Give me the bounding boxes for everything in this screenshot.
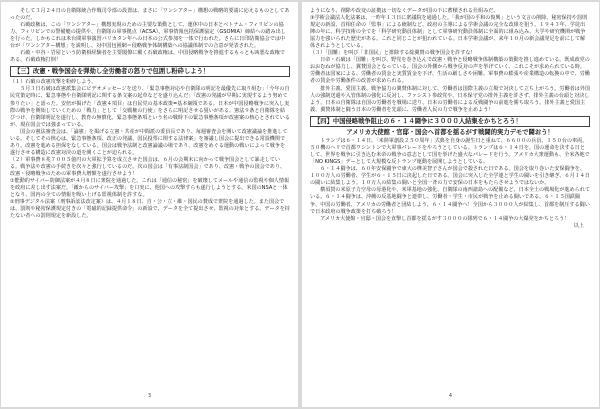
paragraph: ようになり、削除や改変の証拠は一切なくデータが国の下に蓄積される仕組みだ。 [310,8,499,14]
paragraph: 石破・中谷・岩屋という防衛相経験者を主要閣僚に戴く石破政権は、中国侵略戦争を推進するもっとも凶悪な政権である。石破政権打倒！ [10,50,285,64]
paragraph: 排外主義、愛国主義、戦争協力の翼賛体制に対して、労働者は国際主義の立場で対決して立ち上がろう。労働者は外国人の強制送還や入管体制の強化に反対し、ファシスト参政党や、日本保守党の排外主義を許さず、排外主義の台頭と対決しよう。日本の自衛隊は自国の労働者を戦場に送り、日本の労働者による反戦闘争の前進を勝ち取ろう。排外主義と愛国主義、翼賛体制と闘う日本の労働者を先頭に、労働者人民の力で戦争を止めよう！ [310,85,590,113]
end-mark: 以上 [573,222,584,229]
paragraph: ６・１４闘争は、６０年安保闘争で東大の樺美智子さんが国会で殺された日である。国会を取り巻いた安保闘争を、１００万人の労働者、学生が６・１５日に決起した日である。国会に突入した全学連と学生の闘いを引き継ぎ、６月１４日の闘いに結集しよう。１０万人の結集の闘いと全国一斉の力で安保の日本をもたらさせようではないか。 [310,166,590,187]
paragraph: ５月３日石破は改憲派集会にビデオメッセージを送り、「緊急事態対応や自衛隊の明記を最優先に取り組む」「今年の自民党策定時に、緊急事態や自衛隊明記に関する条文案の起草などを盛り込んだ」「改憲の発議が早期に実現するよう努めて参りたい」と語った。安倍が掲げた「改憲４項目」は自民党の基本政策=基本綱領である。日本が中国侵略戦争に突入し実際の戦争を開始していくための「戦力」として「交戦権の行使」をさらに明記させる狙いがある。憲法９条と自衛隊を結びつけ、自衛隊明記を遂行し、教育の無償化、緊急事態条項という名の戦時下の緊急事態条項が改憲案の核心とされているが、現在国会では強まっている。 [10,86,290,128]
paragraph: ①能動的サイバー防御法案が４月８日に衆院を通過した。これは「通信の秘密」を破壊してメールや通信の監視や個人情報を政府に差し出す法案だ。「敵からのサイバー攻撃」を口実に、他国への攻撃すらも遂行しようとする。米国のNSAと一体となり、国内の全ての情報を吸い上げる監視体制を許すな。 [10,178,290,199]
paragraph: ②刑事デジタル法案（刑事訴訟法改定案）は、４月１８日、自・公・立・維・国民の賛成で衆院を通過した。また国会では、罰則や秘密保護規定付きの「電磁的記録提供命令」の新設で、データを全て提出させ、監視の対象とする。データを持たない者への罰則規定を新設した。 [10,199,290,220]
section-heading: 【三】改憲・戦争国会を弾劾し全労働者の怒りで包囲し粉砕しよう！ [10,66,290,77]
paragraph: そして３月２４日の自衛隊統合作戦司令部の設置は、まさに「ワンシアター」構想の戦略的要請に応えるものとしてあったのだ。 [10,8,290,22]
paragraph: （２）軍事費８兆７００５億円の大軍拡予算を成立させた国会は、６月の会期末に向かって戦争国会として暴走している。戦争法や改憲の手続きを次々と強行しているのだ。次の国会は「有事法制国会」であり、改憲・戦争の国会であり、改憲・侵略戦争のための軍事費大増額を遂行させよう！ [10,156,286,177]
page-number: 4 [448,393,453,399]
page-right [302,2,599,407]
paragraph: アメリカ大使館・官邸・国会を直撃し首都を揺るがす３０００の隊列で６・１４闘争の大爆発をかちとろう！ [315,215,570,222]
section-subtitle: アメリカ大使館・官邸・国会へ首都を揺るがす戦闘的実力デモで闘おう！ [346,128,554,136]
paragraph: トランプは６・１４日、「米陸軍創設２５０周年」式典を自身の誕生日と重ねて、６６００の兵員、１５０台の車両、５０機のヘリで首都ワシントンで大軍事パレードをやろうとしている。トランプは６・１４日を、国の運命を決する日として、世界を戦争に引き込む米帝の戦争の意志として国を挙げた盛大なパレードを行う。アメリカ大衆運動も、全米各地で「NO KINGS」デーとして大規模な反トランプ運動を展開しようとしている。 [310,138,590,166]
paragraph: ③学術会議法人化法案は、一昨年１３日に衆議院を通過した。「我が国の平和の復興」という文言の削除、秘密保持や罰則規定の新設、首相任命の「監事」による統制など、政府の主導による学術会議の完全な改組を狙う。１９４３年、学徒出陣の年に、科学技術の全てを「科学研究動員体制」として軍事研究動員体制に全面的に組み込み、大学や研究機関が戦争協力を強いられた歴史がある。これと同じことが狙われている。日本学術会議が、来年１０月の新会議発足を前にして解体されようとしている。 [310,15,588,50]
page-left [1,2,298,407]
section-heading: 【四】中国侵略戦争阻止の６・１４闘争に３０００人結集をかちとろう！ [310,116,590,127]
paragraph: 横須賀の米原子力空母の母港化や、米軍基地の強化、自衛隊の南西諸島への配備など、日本全土の戦場化が進められている。６・１４闘争は、沖縄の反基地闘争と連帯し、労働者・学生・市民が戦争を止める闘いである。６・１５国鉄闘争、中国の労働者、アメリカの労働者と団結しよう。６・１４闘争へ！全国から３０００人が結集し、首都を制圧する闘いで日本政府の戦争政策を打ち破ろう！ [310,187,590,215]
page-number: 3 [147,393,152,399]
subsection-heading: （１）石破の改憲攻撃を粉砕しよう。 [10,79,97,86]
paragraph: 国会の憲法審査会は、「論憲」を掲げる立憲・共産が中間派の委員長であり、毎週審査会を開いて改憲議論を推進している。そしてその核心は、緊急事態条項、改正の発議、国民投票に関する法律案」を審議し国会に提出できる常設機関であり、改憲を進める担保をなしている。国会は戦争法制と改憲論議の場であり、改憲をめぐる運動の戦いによって戦争を遂行させる構造に改憲対決の道を開くことが迫られる。 [10,128,288,156]
subsection-heading: （３）「国難」を叫び「非国民」と排除する総翼賛の戦争国会を許すな！ [310,50,476,57]
paragraph: 日帝・石破は「国難」を叫び、野党を巻き込んで改憲・戦争と侵略戦争体制構築の策動を推し進めている。既成政党のおおむねが協力し、翼賛国会となっている。国会の外側から戦争反対の声を挙げていく、これこそが求められている時。労働者は国家による、労働者の賃金と実質賃金を下げ、生活の厳しさや困難、軍事費の膨張や産業構造の転換の中で、労働者の賃金や労働条件の改善が求められる。 [310,57,590,85]
paragraph: 石破政権は、この「ワンシアター」構想実現のための主要な策動として、運休中の日本とベトナム・フィリピンの協力、フィリピンでの警備艇の提供や、自衛隊の軍事拠点（ACSA）、軍事情報包括保護協定（GSOMIA）締結への踏み出しを行った。しかもこれは米台間軍事演習バリカタン年への日本の公式参加を一体で行われた。さらに日印防衛協会では中台が「ワンシアター構想」を説明し、対中国包囲網＝侵略戦争体制構築への協議体制での合意が発表された。 [10,22,286,50]
